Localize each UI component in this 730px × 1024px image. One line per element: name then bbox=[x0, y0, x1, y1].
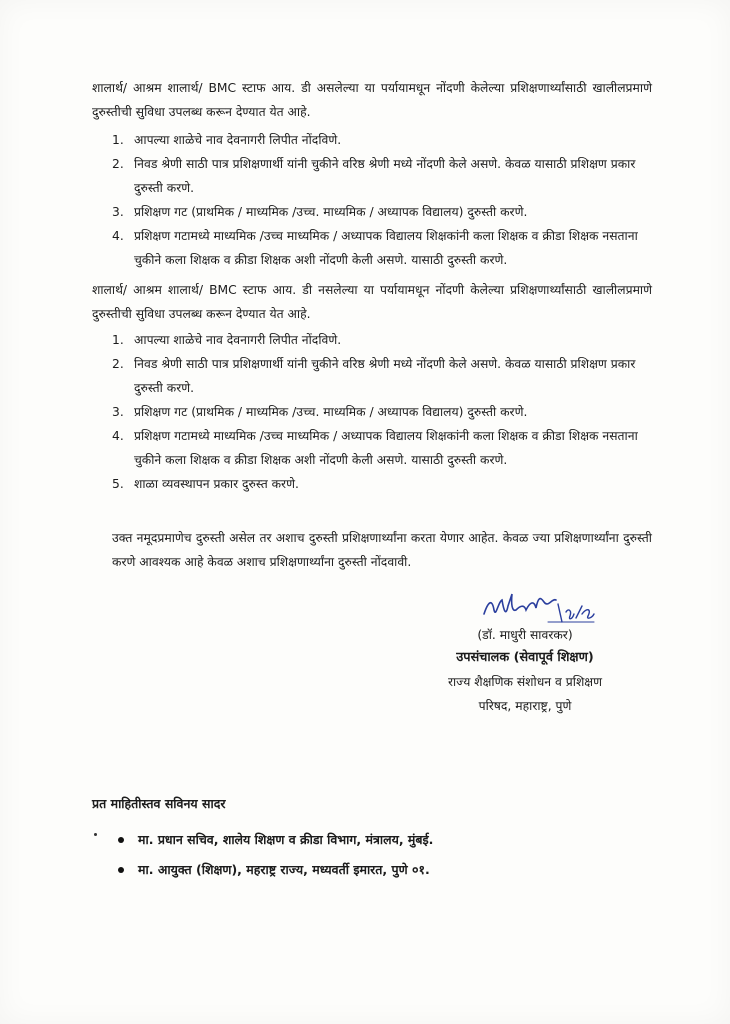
item-number: 4. bbox=[112, 429, 124, 443]
item-text: आपल्या शाळेचे नाव देवनागरी लिपीत नोंदविणे. bbox=[134, 333, 342, 347]
item-number: 3. bbox=[112, 405, 124, 419]
section1-intro: शालार्थ/ आश्रम शालार्थ/ BMC स्टाफ आय. डी असलेल्या या पर्यायामधून नोंदणी केलेल्या प्रशिक्षणार्थ्यांसाठी खालीलप्रमाणे दुरुस्तीची सुविधा उपलब्ध करून देण्यात येत आहे. bbox=[92, 81, 652, 119]
list-item bbox=[112, 128, 652, 152]
list-item bbox=[112, 352, 652, 400]
list-item bbox=[118, 855, 433, 885]
list-item bbox=[112, 328, 652, 352]
stray-dot bbox=[94, 833, 97, 836]
item-text: निवड श्रेणी साठी पात्र प्रशिक्षणार्थी यांनी चुकीने वरिष्ठ श्रेणी मध्ये नोंदणी केले असणे. केवळ यासाठी प्रशिक्षण प्रकार दुरुस्ती करणे. bbox=[134, 157, 636, 195]
item-number: 2. bbox=[112, 157, 124, 171]
section2-list bbox=[112, 328, 652, 496]
item-text: प्रशिक्षण गटामध्ये माध्यमिक /उच्च माध्यमिक / अध्यापक विद्यालय शिक्षकांनी कला शिक्षक व क्रीडा शिक्षक नसताना चुकीने कला शिक्षक व क्रीडा शिक्षक अशी नोंदणी केली असणे. यासाठी दुरुस्ती करणे. bbox=[134, 429, 638, 467]
item-number: 2. bbox=[112, 357, 124, 371]
signatory-name: (डॉ. माधुरी सावरकर) bbox=[477, 628, 573, 642]
item-text: प्रशिक्षण गट (प्राथमिक / माध्यमिक /उच्च. माध्यमिक / अध्यापक विद्यालय) दुरुस्ती करणे. bbox=[134, 205, 528, 219]
item-number: 3. bbox=[112, 205, 124, 219]
list-item bbox=[112, 472, 652, 496]
copy-heading: प्रत माहितीस्तव सविनय सादर bbox=[92, 796, 226, 811]
list-item bbox=[112, 200, 652, 224]
item-text: आपल्या शाळेचे नाव देवनागरी लिपीत नोंदविणे. bbox=[134, 133, 342, 147]
list-item bbox=[112, 400, 652, 424]
item-number: 4. bbox=[112, 229, 124, 243]
signature-block bbox=[420, 590, 630, 718]
list-item bbox=[112, 224, 652, 272]
note-paragraph: उक्त नमूदप्रमाणेच दुरुस्ती असेल तर अशाच दुरुस्ती प्रशिक्षणार्थ्यांना करता येणार आहेत. केवळ ज्या प्रशिक्षणार्थ्यांना दुरुस्ती करणे आवश्यक आहे केवळ अशाच प्रशिक्षणार्थ्यांना दुरुस्ती नोंदवावी. bbox=[112, 531, 652, 569]
section1-list bbox=[112, 128, 652, 272]
item-text: प्रशिक्षण गट (प्राथमिक / माध्यमिक /उच्च. माध्यमिक / अध्यापक विद्यालय) दुरुस्ती करणे. bbox=[134, 405, 528, 419]
list-item bbox=[112, 152, 652, 200]
copy-list bbox=[118, 825, 433, 885]
list-item bbox=[118, 825, 433, 855]
copy-recipient: मा. प्रधान सचिव, शालेय शिक्षण व क्रीडा विभाग, मंत्रालय, मुंबई. bbox=[138, 832, 434, 847]
item-number: 1. bbox=[112, 333, 124, 347]
item-text: निवड श्रेणी साठी पात्र प्रशिक्षणार्थी यांनी चुकीने वरिष्ठ श्रेणी मध्ये नोंदणी केले असणे. केवळ यासाठी प्रशिक्षण प्रकार दुरुस्ती करणे. bbox=[134, 357, 636, 395]
item-number: 5. bbox=[112, 477, 124, 491]
organization-line-1: राज्य शैक्षणिक संशोधन व प्रशिक्षण bbox=[447, 675, 603, 689]
list-item bbox=[112, 424, 652, 472]
item-text: प्रशिक्षण गटामध्ये माध्यमिक /उच्च माध्यमिक / अध्यापक विद्यालय शिक्षकांनी कला शिक्षक व क्रीडा शिक्षक नसताना चुकीने कला शिक्षक व क्रीडा शिक्षक अशी नोंदणी केली असणे. यासाठी दुरुस्ती करणे. bbox=[134, 229, 638, 267]
section2-intro: शालार्थ/ आश्रम शालार्थ/ BMC स्टाफ आय. डी नसलेल्या या पर्यायामधून नोंदणी केलेल्या प्रशिक्षणार्थ्यांसाठी खालीलप्रमाणे दुरुस्तीची सुविधा उपलब्ध करून देण्यात येत आहे. bbox=[92, 283, 652, 321]
signatory-title: उपसंचालक (सेवापूर्व शिक्षण) bbox=[456, 650, 594, 665]
copy-recipient: मा. आयुक्त (शिक्षण), महराष्ट्र राज्य, मध्यवर्ती इमारत, पुणे ०१. bbox=[138, 862, 430, 877]
organization-line-2: परिषद, महाराष्ट्र, पुणे bbox=[478, 699, 572, 713]
item-number: 1. bbox=[112, 133, 124, 147]
bullet-icon bbox=[118, 837, 124, 843]
bullet-icon bbox=[118, 867, 124, 873]
item-text: शाळा व्यवस्थापन प्रकार दुरुस्त करणे. bbox=[134, 477, 299, 491]
